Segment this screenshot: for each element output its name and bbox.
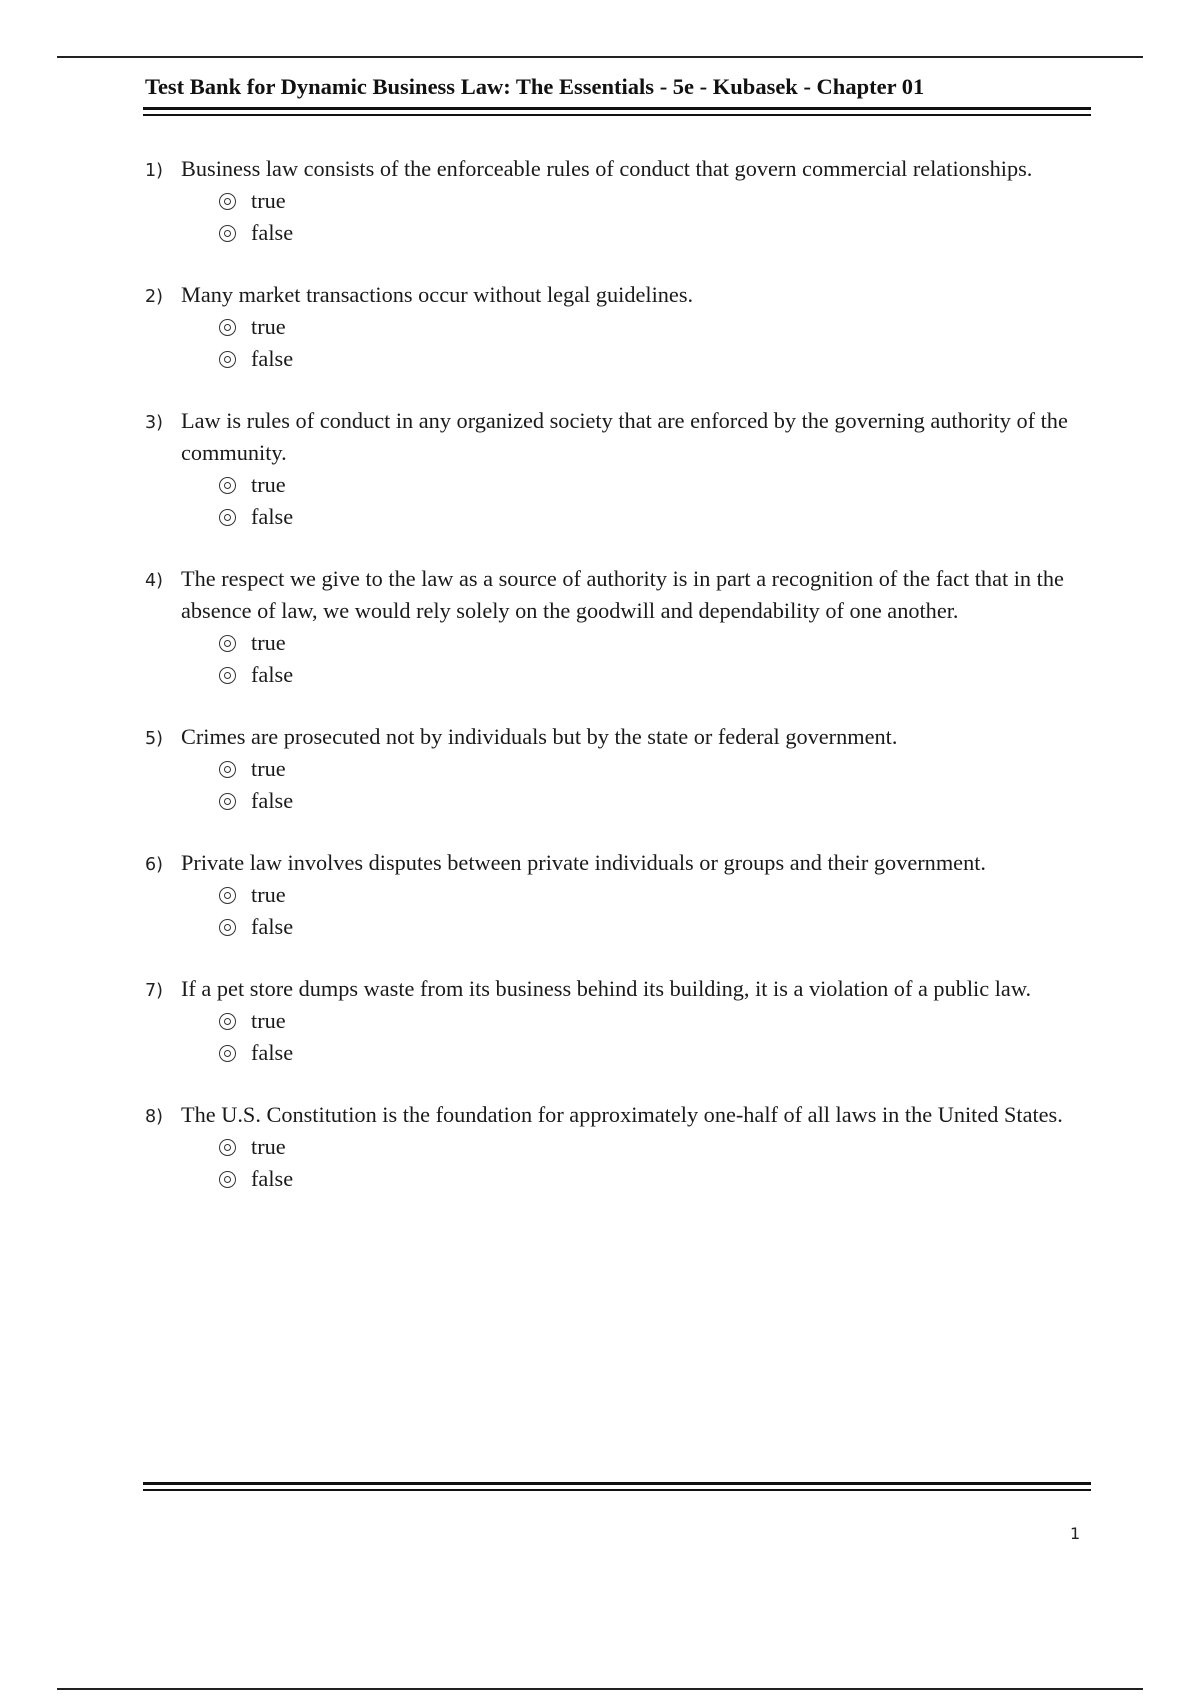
question-number: 5) xyxy=(145,729,163,749)
radio-button-icon[interactable] xyxy=(219,1171,236,1188)
question-4 xyxy=(145,563,1095,691)
question-number: 2) xyxy=(145,287,163,307)
radio-button-icon[interactable] xyxy=(219,919,236,936)
question-8 xyxy=(145,1099,1095,1195)
page-bottom-border xyxy=(57,1688,1143,1690)
question-text: If a pet store dumps waste from its business behind its building, it is a violation of a public law. xyxy=(181,976,1032,1001)
radio-button-icon[interactable] xyxy=(219,477,236,494)
option-true[interactable] xyxy=(219,185,1095,217)
question-text: The U.S. Constitution is the foundation for approximately one-half of all laws in the United States. xyxy=(181,1102,1063,1127)
option-label: true xyxy=(251,1134,286,1159)
option-true[interactable] xyxy=(219,753,1095,785)
page-top-border xyxy=(57,56,1143,58)
option-label: false xyxy=(251,788,294,813)
option-false[interactable] xyxy=(219,1163,1095,1195)
answer-options xyxy=(219,627,1095,691)
option-label: true xyxy=(251,188,286,213)
option-label: true xyxy=(251,1008,286,1033)
page-header xyxy=(145,72,1095,102)
option-true[interactable] xyxy=(219,1005,1095,1037)
option-label: false xyxy=(251,1040,294,1065)
option-true[interactable] xyxy=(219,1131,1095,1163)
answer-options xyxy=(219,469,1095,533)
question-text: Law is rules of conduct in any organized society that are enforced by the governing authority of the community. xyxy=(181,408,1068,465)
option-label: false xyxy=(251,662,294,687)
question-7 xyxy=(145,973,1095,1069)
question-3 xyxy=(145,405,1095,533)
question-number: 3) xyxy=(145,413,163,433)
option-false[interactable] xyxy=(219,911,1095,943)
question-number: 4) xyxy=(145,571,163,591)
option-true[interactable] xyxy=(219,311,1095,343)
question-5 xyxy=(145,721,1095,817)
option-false[interactable] xyxy=(219,343,1095,375)
radio-button-icon[interactable] xyxy=(219,1139,236,1156)
option-label: false xyxy=(251,220,294,245)
answer-options xyxy=(219,1131,1095,1195)
question-number: 7) xyxy=(145,981,163,1001)
answer-options xyxy=(219,311,1095,375)
radio-button-icon[interactable] xyxy=(219,225,236,242)
option-true[interactable] xyxy=(219,627,1095,659)
page-number: 1 xyxy=(1070,1524,1081,1543)
question-2 xyxy=(145,279,1095,375)
question-1 xyxy=(145,153,1095,249)
radio-button-icon[interactable] xyxy=(219,667,236,684)
option-false[interactable] xyxy=(219,217,1095,249)
option-label: true xyxy=(251,630,286,655)
radio-button-icon[interactable] xyxy=(219,351,236,368)
question-6 xyxy=(145,847,1095,943)
option-label: true xyxy=(251,314,286,339)
radio-button-icon[interactable] xyxy=(219,635,236,652)
option-false[interactable] xyxy=(219,659,1095,691)
option-label: false xyxy=(251,346,294,371)
option-label: false xyxy=(251,1166,294,1191)
radio-button-icon[interactable] xyxy=(219,319,236,336)
document-title: Test Bank for Dynamic Business Law: The Essentials - 5e - Kubasek - Chapter 01 xyxy=(145,74,925,99)
radio-button-icon[interactable] xyxy=(219,193,236,210)
option-false[interactable] xyxy=(219,785,1095,817)
option-label: false xyxy=(251,504,294,529)
radio-button-icon[interactable] xyxy=(219,761,236,778)
question-number: 6) xyxy=(145,855,163,875)
header-double-rule xyxy=(143,107,1091,116)
radio-button-icon[interactable] xyxy=(219,1045,236,1062)
radio-button-icon[interactable] xyxy=(219,1013,236,1030)
question-text: Business law consists of the enforceable rules of conduct that govern commercial relationships. xyxy=(181,156,1033,181)
option-label: true xyxy=(251,756,286,781)
radio-button-icon[interactable] xyxy=(219,509,236,526)
question-list xyxy=(145,153,1095,1225)
radio-button-icon[interactable] xyxy=(219,887,236,904)
footer-double-rule xyxy=(143,1482,1091,1491)
answer-options xyxy=(219,185,1095,249)
question-text: Many market transactions occur without legal guidelines. xyxy=(181,282,694,307)
option-label: true xyxy=(251,882,286,907)
option-label: false xyxy=(251,914,294,939)
option-label: true xyxy=(251,472,286,497)
question-text: The respect we give to the law as a source of authority is in part a recognition of the fact that in the absence of law, we would rely solely on the goodwill and dependability of one another. xyxy=(181,566,1064,623)
radio-button-icon[interactable] xyxy=(219,793,236,810)
question-text: Crimes are prosecuted not by individuals but by the state or federal government. xyxy=(181,724,898,749)
question-number: 1) xyxy=(145,161,163,181)
option-true[interactable] xyxy=(219,469,1095,501)
option-false[interactable] xyxy=(219,501,1095,533)
option-false[interactable] xyxy=(219,1037,1095,1069)
answer-options xyxy=(219,879,1095,943)
answer-options xyxy=(219,753,1095,817)
answer-options xyxy=(219,1005,1095,1069)
question-number: 8) xyxy=(145,1107,163,1127)
option-true[interactable] xyxy=(219,879,1095,911)
question-text: Private law involves disputes between private individuals or groups and their government. xyxy=(181,850,986,875)
